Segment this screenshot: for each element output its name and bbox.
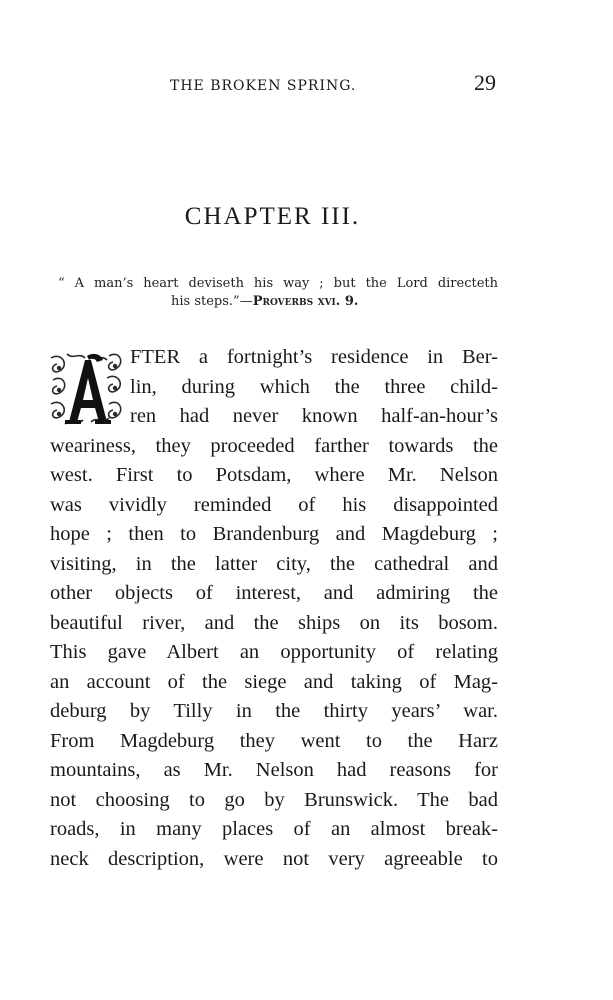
- body-line: neck description, were not very agreeable to: [50, 847, 498, 870]
- body-line: FTER a fortnight’s residence in Ber-: [130, 346, 498, 368]
- body-line: roads, in many places of an almost break-: [50, 818, 498, 840]
- body-line: This gave Albert an opportunity of relating: [50, 641, 498, 663]
- body-line: west. First to Potsdam, where Mr. Nelson: [50, 464, 498, 486]
- epigraph: [58, 275, 498, 311]
- epigraph-line-2-text: his steps.”—: [171, 294, 253, 309]
- body-line: deburg by Tilly in the thirty years’ war.: [50, 700, 498, 722]
- body-line: was vividly reminded of his disappointed: [50, 493, 498, 516]
- epigraph-line-1: “ A man’s heart deviseth his way ; but the Lord directeth: [58, 276, 498, 291]
- body-line: mountains, as Mr. Nelson had reasons for: [50, 759, 498, 781]
- body-line: ren had never known half-an-hour’s: [130, 405, 498, 427]
- page-number: 29: [474, 70, 496, 95]
- chapter-title: CHAPTER III.: [184, 203, 361, 230]
- body-line: not choosing to go by Brunswick. The bad: [50, 788, 498, 811]
- body-line: other objects of interest, and admiring the: [50, 582, 498, 604]
- body-line: visiting, in the latter city, the cathedral and: [50, 552, 498, 575]
- body-text: [50, 343, 498, 874]
- body-line: beautiful river, and the ships on its bosom.: [50, 611, 498, 634]
- running-title: THE BROKEN SPRING.: [170, 78, 357, 94]
- epigraph-line-2: [58, 293, 498, 311]
- epigraph-citation: Proverbs xvi. 9.: [252, 294, 359, 309]
- body-line: hope ; then to Brandenburg and Magdeburg ;: [50, 523, 498, 545]
- body-line: lin, during which the three child-: [130, 375, 498, 398]
- running-head: [50, 70, 500, 100]
- body-line: an account of the siege and taking of Mag-: [50, 670, 498, 693]
- body-line: From Magdeburg they went to the Harz: [50, 729, 498, 752]
- body-line: weariness, they proceeded farther towards the: [50, 434, 498, 457]
